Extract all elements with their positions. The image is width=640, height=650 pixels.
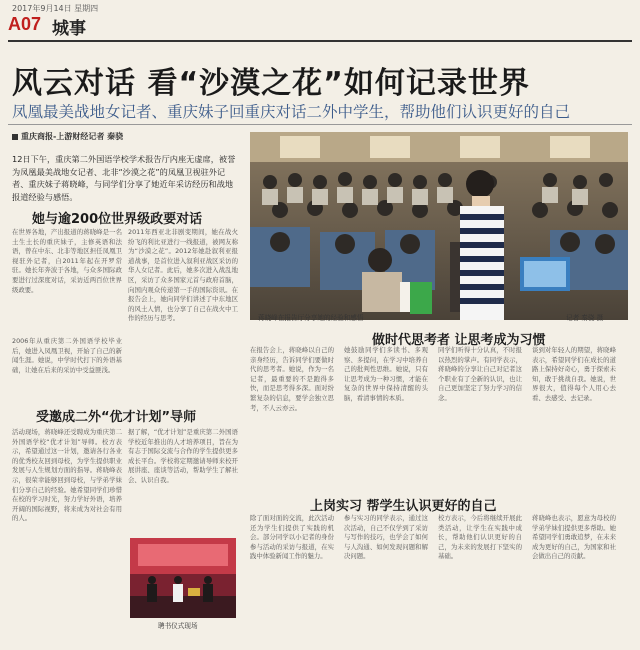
subheadline: 凤凰最美战地女记者、重庆妹子回重庆对话二外中学生，帮助他们认识更好的自己 [12, 103, 571, 121]
main-photo-caption: 蒋晓峰在报告厅分享她的经验和感悟 [258, 314, 364, 322]
subtitle-section4: 上岗实习 帮学生认识更好的自己 [310, 499, 497, 514]
section4-column4: 蒋晓峰也表示，愿意为母校的学弟学妹们提供更多帮助。她希望同学们勇敢追梦，在未来成为更好的自己，为国家和社会做出自己的贡献。 [532, 514, 616, 561]
section1-column1: 在世界各地，产出报道的蒋晓峰是一名土生土长的重庆妹子，主修英语和法语，曾在中东、北非等地区担任凤凰卫视驻外记者，自2011年起在开罗常驻。她长年奔波于各地，与众多国际政要进行过深度对话，采访近两百位世界级政要。 [12, 228, 122, 294]
section3-column4: 谈到对年轻人的期望，蒋晓峰表示，希望同学们在成长的道路上保持好奇心，勇于探索未知，敢于挑战自我。她说，世界很大，值得每个人用心去看、去感受、去记录。 [532, 346, 616, 402]
section3-column1: 在报告会上，蒋晓峰以自己的亲身经历，告诉同学们要做时代的思考者。她说，作为一名记者，最重要的不是跑得多快，而是思考得多深。面对纷繁复杂的信息，要学会独立思考，不人云亦云。 [250, 346, 334, 412]
main-photo [250, 132, 628, 320]
section1-column2: 2011年西亚北非剧变期间，她在战火纷飞的利比亚进行一线报道，被网友称为“沙漠之花”。2012年她赴叙利亚报道战事，是首位进入叙利亚战区采访的华人女记者。此后，她多次进入战乱地区，采访了众多国家元首与政府首脑，向国内观众传递第一手的国际资讯。在报告会上，她向同学们讲述了中东地区的风土人情，也分享了自己在战火中工作的经历与思考。 [128, 228, 238, 323]
top-rule [8, 40, 632, 42]
subtitle-section3: 做时代思考者 让思考成为习惯 [372, 333, 546, 348]
byline-text: 重庆商报-上游财经记者 秦骁 [21, 132, 124, 141]
lecture-hall-photo [250, 132, 628, 320]
byline [12, 131, 123, 142]
section4-column1: 除了面对面的交流，此次活动还为学生们提供了实践的机会。部分同学以小记者的身份参与活动的采访与报道，在实践中体验新闻工作的魅力。 [250, 514, 334, 561]
main-photo-credit: 记者 秦骁 摄 [566, 314, 604, 322]
ceremony-photo [130, 538, 236, 618]
section4-column2: 参与实习的同学表示，通过这次活动，自己不仅学到了采访与写作的技巧，也学会了如何与人沟通、如何发现问题和解决问题。 [344, 514, 428, 561]
section4-column3: 校方表示，今后将继续开展此类活动，让学生在实践中成长，帮助他们认识更好的自己，为未来的发展打下坚实的基础。 [438, 514, 522, 561]
section1-column3: 2006年从重庆第二外国语学校毕业后，她进入凤凰卫视，开始了自己的新闻生涯。她说，中学时代打下的外语基础，让她在后来的采访中受益匪浅。 [12, 337, 122, 374]
section3-column3: 同学们听得十分认真，不时报以热烈的掌声。有同学表示，蒋晓峰的分享让自己对记者这个职业有了全新的认识，也让自己更加坚定了努力学习的信念。 [438, 346, 522, 402]
byline-bullet-icon [12, 134, 18, 140]
section2-column2: 据了解，“优才计划”是重庆第二外国语学校近年推出的人才培养项目，旨在为有志于国际交流与合作的学生提供更多成长平台。学校将定期邀请导师来校开展讲座、座谈等活动，帮助学生了解社会、认识自我。 [128, 428, 238, 484]
headline: 风云对话 看“沙漠之花”如何记录世界 [12, 66, 530, 101]
issue-date: 2017年9月14日 星期四 [12, 4, 99, 13]
subtitle-section2: 受邀成二外“优才计划”导师 [36, 410, 197, 425]
lede-paragraph: 12日下午，重庆第二外国语学校学术报告厅内座无虚席，被誉为凤凰最美战地女记者、北非“沙漠之花”的凤凰卫视驻外记者、重庆妹子蒋晓峰，与同学们分享了她近年采访经历和战地报道经验与感悟。 [12, 154, 236, 202]
ceremony-photo-caption: 聘书仪式现场 [158, 622, 198, 630]
section2-column1: 活动现场，蒋晓峰还受聘成为重庆第二外国语学校“优才计划”导师。校方表示，希望通过这一计划，邀请各行各业的优秀校友回到母校，为学生提供职业发展与人生规划方面的指导。蒋晓峰表示，很荣幸能够回到母校，与学弟学妹们分享自己的经验。她希望同学们珍惜在校的学习时光，努力学好外语，培养开阔的国际视野，将来成为对社会有用的人。 [12, 428, 122, 523]
section3-column2: 她鼓励同学们多读书、多观察、多提问，在学习中培养自己的批判性思维。她说，只有让思考成为一种习惯，才能在复杂的世界中保持清醒的头脑，看清事情的本质。 [344, 346, 428, 402]
mid-rule [8, 124, 632, 125]
ceremony-stage-photo [130, 538, 236, 618]
subtitle-section1: 她与逾200位世界级政要对话 [32, 212, 203, 227]
section-name: 城事 [52, 19, 86, 39]
section-number: A07 [8, 14, 42, 34]
